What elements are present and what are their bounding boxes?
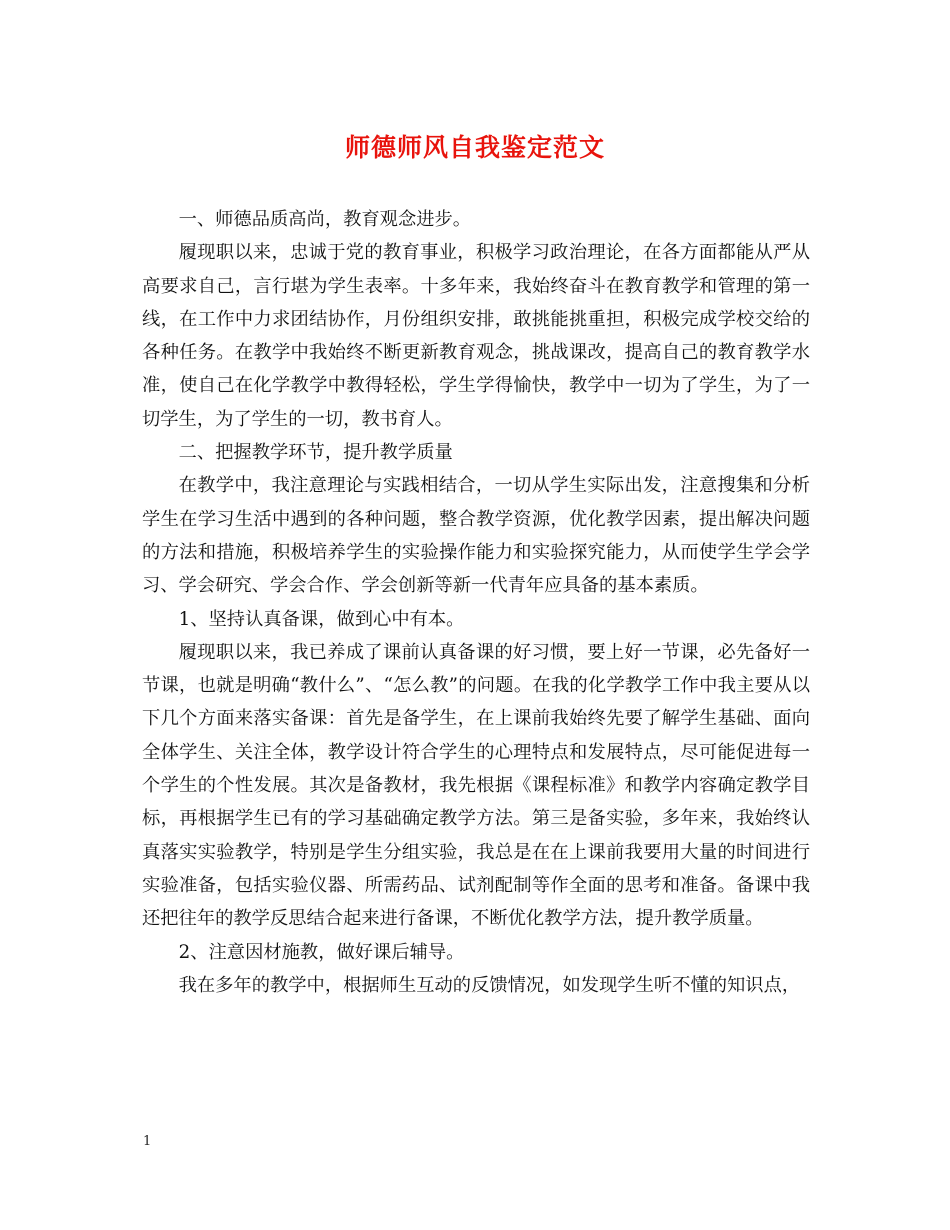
subsection-heading-2: 2、注意因材施教，做好课后辅导。: [178, 941, 465, 963]
subsection-heading-1: 1、坚持认真备课，做到心中有本。: [178, 608, 465, 630]
body-paragraph: 在教学中，我注意理论与实践相结合，一切从学生实际出发，注意搜集和分析学生在学习生活中遇到的各种问题，整合教学资源，优化教学因素，提出解决问题的方法和措施，积极培养学生的实验操作能力和实验探究能力，从而使学生学会学习、学会研究、学会合作、学会创新等新一代青年应具备的基本素质。: [142, 475, 810, 597]
body-paragraph: 我在多年的教学中，根据师生互动的反馈情况，如发现学生听不懂的知识点，: [178, 974, 801, 996]
body-paragraph: 履现职以来，我已养成了课前认真备课的好习惯，要上好一节课，必先备好一节课，也就是明确“教什么”、“怎么教”的问题。在我的化学教学工作中我主要从以下几个方面来落实备课：首先是备学生，在上课前我始终先要了解学生基础、面向全体学生、关注全体，教学设计符合学生的心理特点和发展特点，尽可能促进每一个学生的个性发展。其次是备教材，我先根据《课程标准》和教学内容确定教学目标，再根据学生已有的学习基础确定教学方法。第三是备实验，多年来，我始终认真落实实验教学，特别是学生分组实验，我总是在在上课前我要用大量的时间进行实验准备，包括实验仪器、所需药品、试剂配制等作全面的思考和准备。备课中我还把往年的教学反思结合起来进行备课，不断优化教学方法，提升教学质量。: [142, 641, 810, 930]
section-heading-1: 一、师德品质高尚，教育观念进步。: [178, 209, 472, 230]
body-paragraph: 履现职以来，忠诚于党的教育事业，积极学习政治理论，在各方面都能从严从高要求自己，言行堪为学生表率。十多年来，我始终奋斗在教育教学和管理的第一线，在工作中力求团结协作，月份组织安排，敢挑能挑重担，积极完成学校交给的各种任务。在教学中我始终不断更新教育观念，挑战课改，提高自己的教育教学水准，使自己在化学教学中教得轻松，学生学得愉快，教学中一切为了学生，为了一切学生，为了学生的一切，教书育人。: [142, 242, 810, 430]
document-body: [142, 203, 810, 1002]
section-heading-2: 二、把握教学环节，提升教学质量: [178, 442, 453, 464]
page-number: 1: [143, 1134, 152, 1149]
document-title: 师德师风自我鉴定范文: [344, 133, 605, 162]
